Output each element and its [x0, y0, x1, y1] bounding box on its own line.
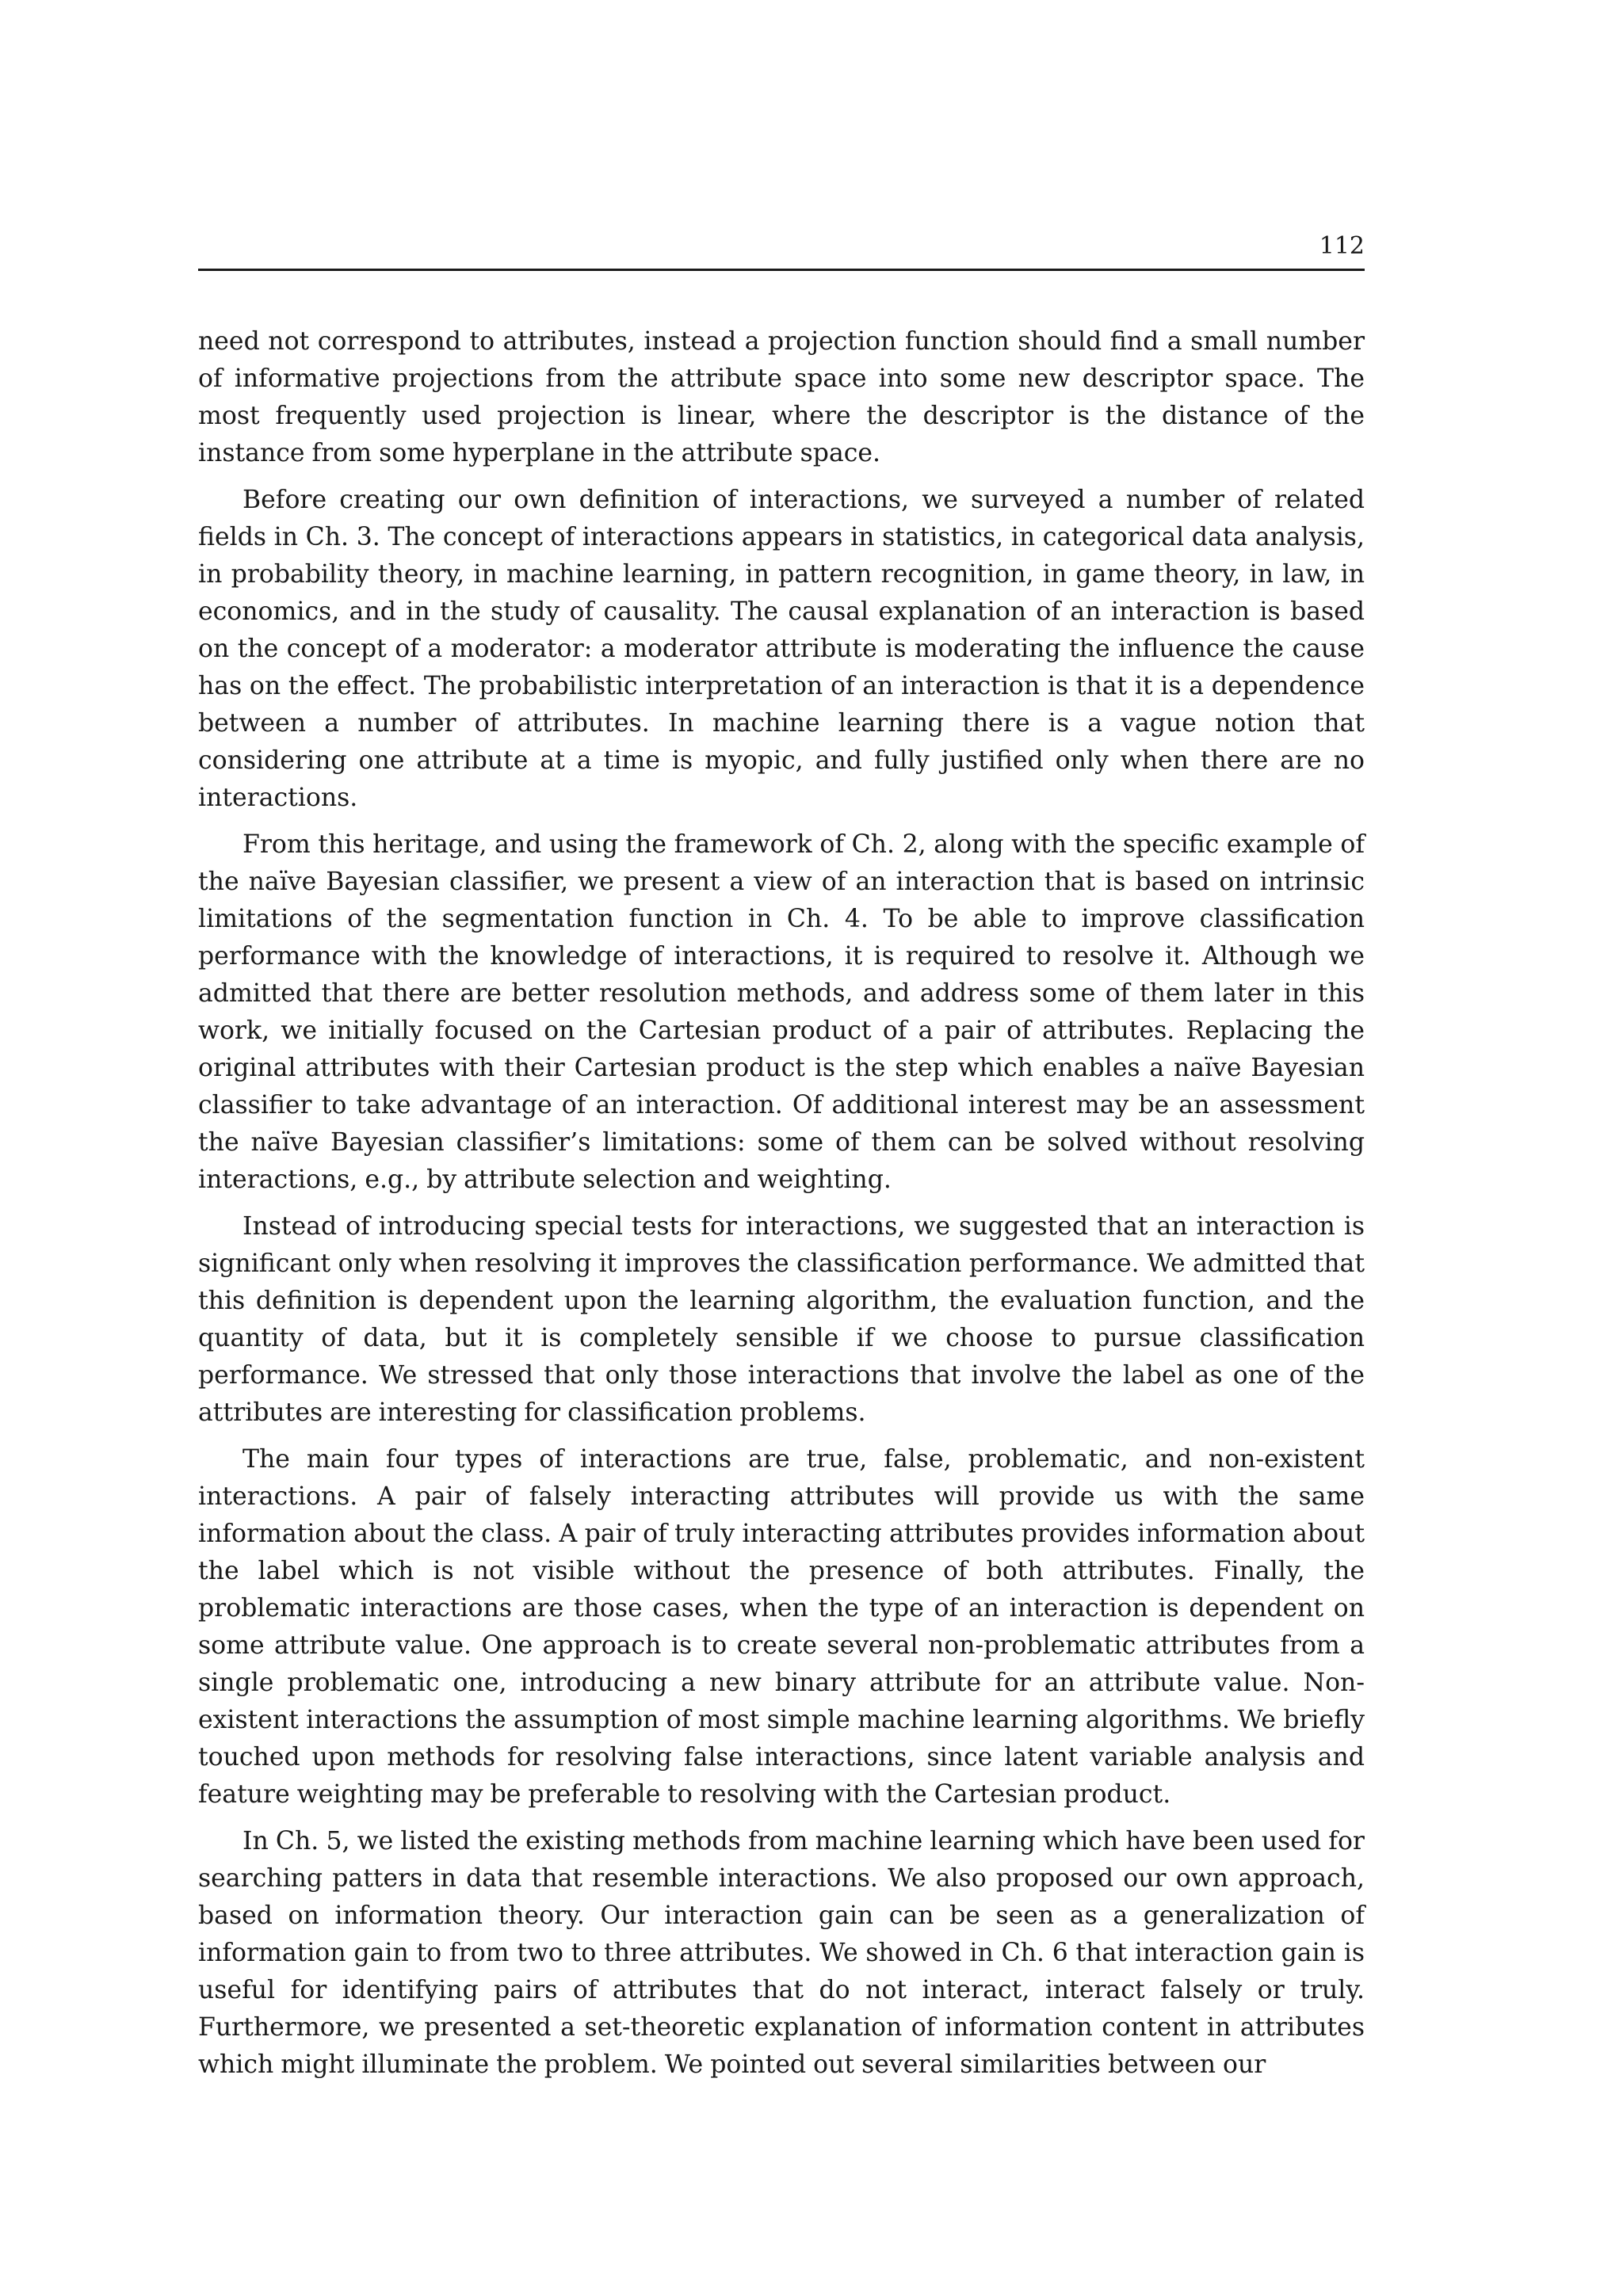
page-number: 112: [1319, 232, 1365, 260]
paragraph-heritage: From this heritage, and using the framework of Ch. 2, along with the specific example of the naïve Bayesian classifier, we present a view of an interaction that is based on intrinsic limitations of the segmentation function in Ch. 4. To be able to improve classification performance with the knowledge of interactions, it is required to resolve it. Although we admitted that there are better resolution methods, and address some of them later in this work, we initially focused on the Cartesian product of a pair of attributes. Replacing the original attributes with their Cartesian product is the step which enables a naïve Bayesian classifier to take advantage of an interaction. Of additional interest may be an assessment the naïve Bayesian classifier’s limitations: some of them can be solved without resolving interactions, e.g., by attribute selection and weighting.: [198, 830, 1365, 1194]
paragraph-significance: Instead of introducing special tests for interactions, we suggested that an interaction is significant only when resolving it improves the classification performance. We admitted that this definition is dependent upon the learning algorithm, the evaluation function, and the quantity of data, but it is completely sensible if we choose to pursue classification performance. We stressed that only those interactions that involve the label as one of the attributes are interesting for classification problems.: [198, 1212, 1365, 1427]
page-header: [198, 226, 1365, 271]
paragraph-interaction-types: The main four types of interactions are true, false, problematic, and non-existent interactions. A pair of falsely interacting attributes will provide us with the same information about the class. A pair of truly interacting attributes provides information about the label which is not visible without the presence of both attributes. Finally, the problematic interactions are those cases, when the type of an interaction is dependent on some attribute value. One approach is to create several non-problematic attributes from a single problematic one, introducing a new binary attribute for an attribute value. Non-existent interactions the assumption of most simple machine learning algorithms. We briefly touched upon methods for resolving false interactions, since latent variable analysis and feature weighting may be preferable to resolving with the Cartesian product.: [198, 1445, 1365, 1809]
body-text: [198, 323, 1365, 2093]
paragraph-existing-methods: In Ch. 5, we listed the existing methods from machine learning which have been used for searching patters in data that resemble interactions. We also proposed our own approach, based on information theory. Our interaction gain can be seen as a generalization of information gain to from two to three attributes. We showed in Ch. 6 that interaction gain is useful for identifying pairs of attributes that do not interact, interact falsely or truly. Furthermore, we presented a set-theoretic explanation of information content in attributes which might illuminate the problem. We pointed out several similarities between our: [198, 1827, 1365, 2079]
paragraph-related-fields: Before creating our own definition of interactions, we surveyed a number of related fields in Ch. 3. The concept of interactions appears in statistics, in categorical data analysis, in probability theory, in machine learning, in pattern recognition, in game theory, in law, in economics, and in the study of causality. The causal explanation of an interaction is based on the concept of a moderator: a moderator attribute is moderating the influence the cause has on the effect. The probabilistic interpretation of an interaction is that it is a dependence between a number of attributes. In machine learning there is a vague notion that considering one attribute at a time is myopic, and fully justified only when there are no interactions.: [198, 486, 1365, 812]
paragraph-continuation: need not correspond to attributes, instead a projection function should find a small number of informative projections from the attribute space into some new descriptor space. The most frequently used projection is linear, where the descriptor is the distance of the instance from some hyperplane in the attribute space.: [198, 327, 1365, 467]
